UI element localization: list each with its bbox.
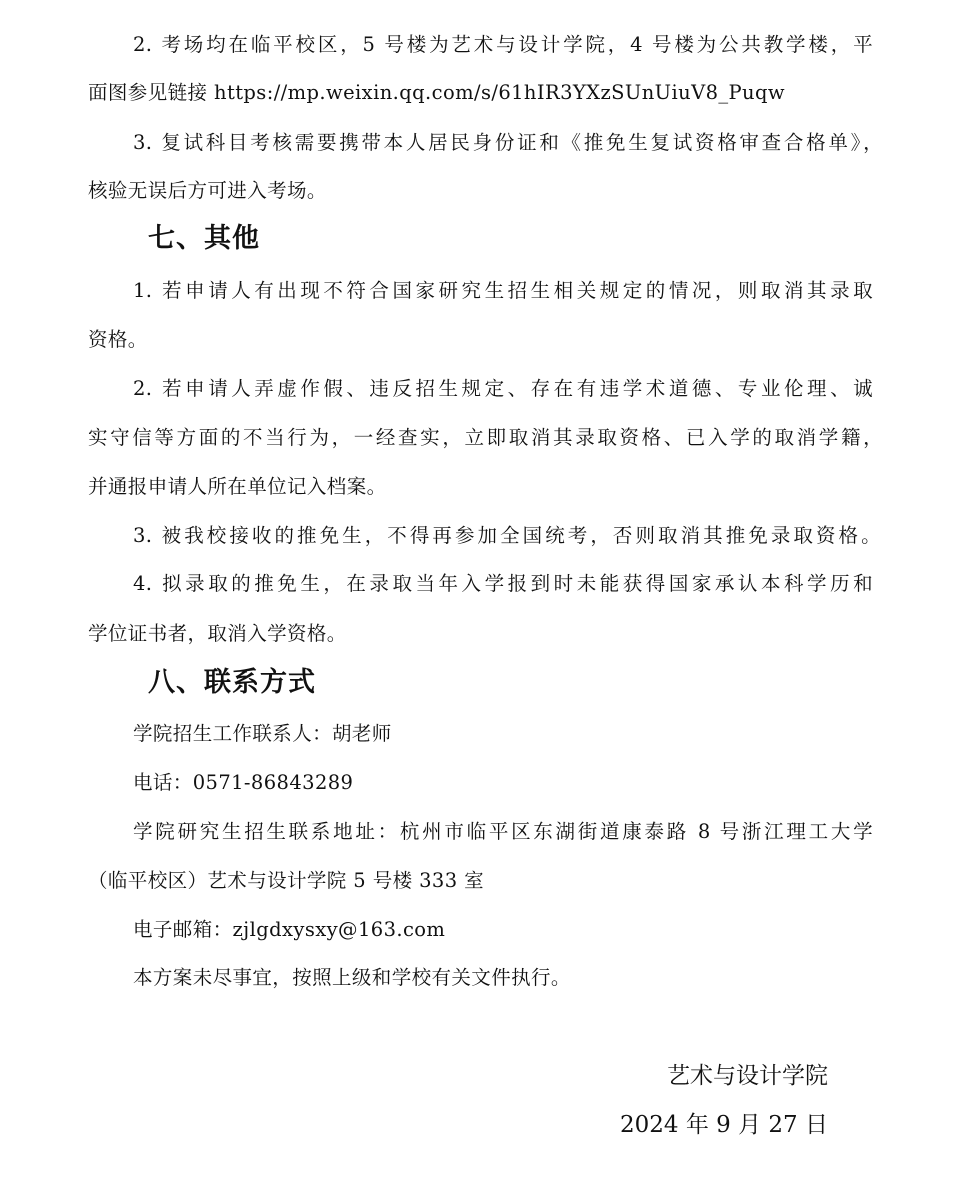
other-item-1-line-2: 资格。 [88, 328, 148, 351]
closing-statement: 本方案未尽事宜，按照上级和学校有关文件执行。 [133, 966, 571, 989]
contact-person: 学院招生工作联系人：胡老师 [133, 722, 392, 745]
signature-date: 2024 年 9 月 27 日 [620, 1112, 828, 1138]
section-heading-other: 七、其他 [148, 223, 260, 254]
exam-documents-line-1: 3. 复试科目考核需要携带本人居民身份证和《推免生复试资格审查合格单》， [133, 131, 883, 154]
other-item-2-line-2: 实守信等方面的不当行为，一经查实，立即取消其录取资格、已入学的取消学籍， [88, 426, 883, 449]
other-item-2-line-1: 2. 若申请人弄虚作假、违反招生规定、存在有违学术道德、专业伦理、诚 [133, 377, 873, 400]
other-item-4-line-1: 4. 拟录取的推免生，在录取当年入学报到时未能获得国家承认本科学历和 [133, 572, 873, 595]
other-item-4-line-2: 学位证书者，取消入学资格。 [88, 622, 347, 645]
contact-address-line-1: 学院研究生招生联系地址：杭州市临平区东湖街道康泰路 8 号浙江理工大学 [133, 820, 873, 843]
other-item-3-line-1: 3. 被我校接收的推免生，不得再参加全国统考，否则取消其推免录取资格。 [133, 524, 881, 547]
exam-documents-line-2: 核验无误后方可进入考场。 [88, 179, 327, 202]
other-item-1-line-1: 1. 若申请人有出现不符合国家研究生招生相关规定的情况，则取消其录取 [133, 279, 873, 302]
contact-email: 电子邮箱：zjlgdxysxy@163.com [133, 918, 446, 941]
signature-organization: 艺术与设计学院 [667, 1063, 828, 1089]
other-item-2-line-3: 并通报申请人所在单位记入档案。 [88, 475, 387, 498]
section-heading-contact: 八、联系方式 [148, 667, 316, 698]
contact-phone: 电话：0571-86843289 [133, 771, 354, 794]
contact-address-line-2: （临平校区）艺术与设计学院 5 号楼 333 室 [88, 869, 485, 892]
exam-location-line-1: 2. 考场均在临平校区，5 号楼为艺术与设计学院，4 号楼为公共教学楼，平 [133, 33, 873, 56]
exam-location-line-2: 面图参见链接 https://mp.weixin.qq.com/s/61hIR3YXzSUnUiuV8_Puqw [88, 81, 785, 104]
